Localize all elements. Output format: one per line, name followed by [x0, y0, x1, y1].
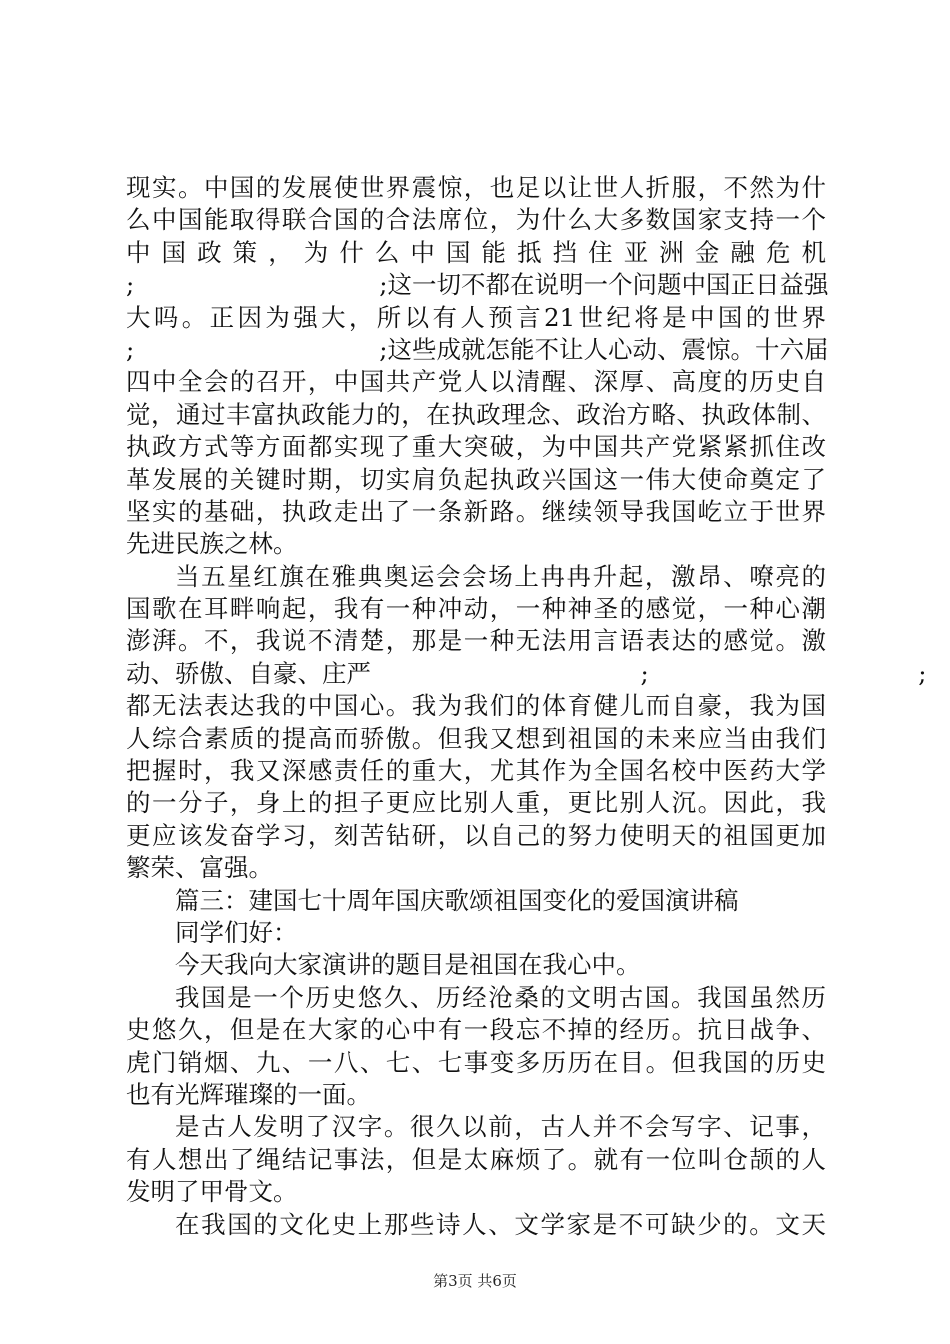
- text-line: 澎湃。不，我说不清楚，那是一种无法用言语表达的感觉。激: [126, 626, 826, 656]
- text-line: 我国是一个历史悠久、历经沧桑的文明古国。我国虽然历: [175, 982, 826, 1012]
- text-line: ; ;这一切不都在说明一个问题中国正日益强: [126, 270, 829, 300]
- text-line: 大吗。正因为强大，所以有人预言21世纪将是中国的世界: [126, 302, 826, 332]
- text-line: 繁荣、富强。: [126, 853, 273, 883]
- text-line: 把握时，我又深感责任的重大，尤其作为全国名校中医药大学: [126, 756, 826, 786]
- text-line: 执政方式等方面都实现了重大突破，为中国共产党紧紧抓住改: [126, 432, 826, 462]
- text-line: 在我国的文化史上那些诗人、文学家是不可缺少的。文天: [175, 1209, 826, 1239]
- text-line: 现实。中国的发展使世界震惊，也足以让世人折服，不然为什: [126, 173, 826, 202]
- text-line: 人综合素质的提高而骄傲。但我又想到祖国的未来应当由我们: [126, 723, 826, 753]
- text-line: 中国政策，为什么中国能抵挡住亚洲金融危机: [126, 237, 826, 267]
- document-body: [126, 172, 927, 1241]
- text-line: 国歌在耳畔响起，我有一种冲动，一种神圣的感觉，一种心潮: [126, 594, 826, 624]
- text-line: 虎门销烟、九、一八、七、七事变多历历在目。但我国的历史: [126, 1047, 826, 1077]
- text-line: 史悠久，但是在大家的心中有一段忘不掉的经历。抗日战争、: [126, 1015, 826, 1045]
- text-line: 篇三：建国七十周年国庆歌颂祖国变化的爱国演讲稿: [175, 885, 739, 915]
- text-line: 坚实的基础，执政走出了一条新路。继续领导我国屹立于世界: [126, 496, 826, 526]
- text-line: 同学们好：: [175, 917, 298, 947]
- text-line: 今天我向大家演讲的题目是祖国在我心中。: [175, 950, 641, 980]
- text-line: 发明了甲骨文。: [126, 1177, 298, 1207]
- text-line: 先进民族之林。: [126, 529, 298, 559]
- text-line: 么中国能取得联合国的合法席位，为什么大多数国家支持一个: [126, 205, 826, 235]
- text-line: 觉，通过丰富执政能力的，在执政理念、政治方略、执政体制、: [126, 399, 826, 429]
- text-line: 都无法表达我的中国心。我为我们的体育健儿而自豪，我为国: [126, 691, 826, 721]
- text-line: 当五星红旗在雅典奥运会会场上冉冉升起，激昂、嘹亮的: [175, 561, 826, 591]
- text-line: 的一分子，身上的担子更应比别人重，更比别人沉。因此，我: [126, 788, 826, 818]
- text-line: ; ;这些成就怎能不让人心动、震惊。十六届: [126, 334, 829, 364]
- text-line: 革发展的关键时期，切实肩负起执政兴国这一伟大使命奠定了: [126, 464, 826, 494]
- text-line: 更应该发奋学习，刻苦钻研，以自己的努力使明天的祖国更加: [126, 820, 826, 850]
- text-line: 有人想出了绳结记事法，但是太麻烦了。就有一位叫仓颉的人: [126, 1144, 826, 1174]
- text-line: 四中全会的召开，中国共产党人以清醒、深厚、高度的历史自: [126, 367, 826, 397]
- text-line: 也有光辉璀璨的一面。: [126, 1079, 371, 1109]
- text-line: 是古人发明了汉字。很久以前，古人并不会写字、记事，: [175, 1112, 826, 1142]
- text-line: 动、骄傲、自豪、庄严 ; ;: [126, 658, 927, 688]
- page-footer: 第3页 共6页: [433, 1272, 517, 1290]
